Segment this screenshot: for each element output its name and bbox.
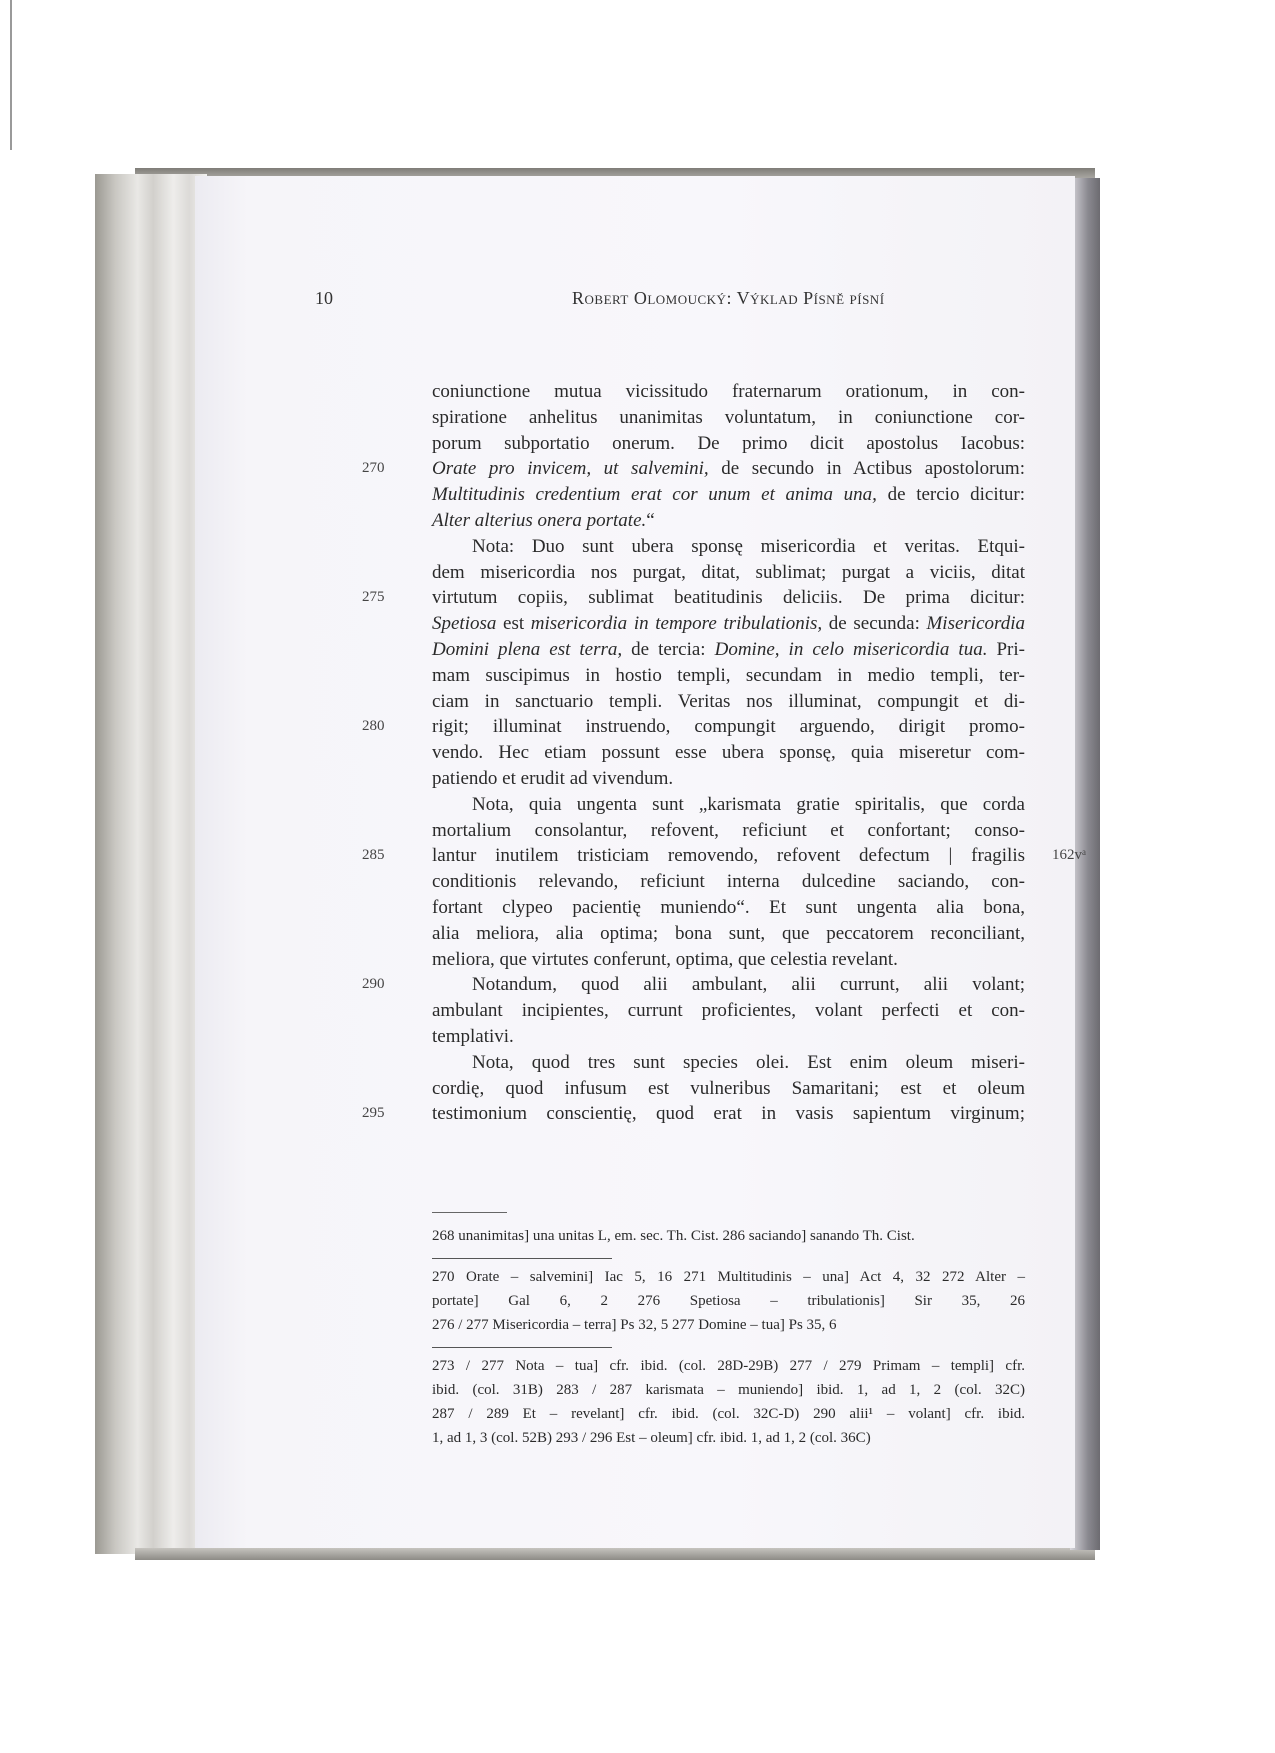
- text-run: conditionis relevando, reficiunt interna dulcedine saciando, con-: [432, 871, 1025, 893]
- text-run: Notandum, quod alii ambulant, alii currunt, alii volant;: [472, 974, 1025, 996]
- apparatus-line: 268 unanimitas] una unitas L, em. sec. Th. Cist. 286 saciando] sanando Th. Cist.: [432, 1228, 915, 1244]
- text-line: [432, 1050, 1025, 1076]
- apparatus-divider: [432, 1258, 612, 1259]
- text-line: [432, 611, 1025, 637]
- text-run: coniunctione mutua vicissitudo fraternarum orationum, in con-: [432, 381, 1025, 402]
- text-line: [432, 689, 1025, 715]
- text-run: fortant clypeo pacientię muniendo“. Et sunt ungenta alia bona,: [432, 896, 1025, 918]
- text-line: [432, 921, 1025, 947]
- text-run: Spetiosa: [432, 613, 497, 635]
- apparatus-line: portate] Gal 6, 2 276 Spetiosa – tribulationis] Sir 35, 26: [432, 1293, 1025, 1309]
- text-line: [432, 508, 1025, 534]
- text-run: cordię, quod infusum est vulneribus Samaritani; est et oleum: [432, 1077, 1025, 1099]
- apparatus-line: 276 / 277 Misericordia – terra] Ps 32, 5 277 Domine – tua] Ps 35, 6: [432, 1317, 837, 1333]
- book-page-edges: [95, 174, 207, 1554]
- text-run: dem misericordia nos purgat, ditat, sublimat; purgat a viciis, ditat: [432, 561, 1025, 583]
- text-run: alia meliora, alia optima; bona sunt, que peccatorem reconciliant,: [432, 922, 1025, 944]
- text-run: “: [646, 509, 655, 531]
- text-run: Pri-: [987, 638, 1025, 660]
- apparatus-line: 273 / 277 Nota – tua] cfr. ibid. (col. 28D-29B) 277 / 279 Primam – templi] cfr.: [432, 1358, 1025, 1374]
- apparatus-divider: [432, 1347, 612, 1348]
- book-bottom-edge: [135, 1548, 1095, 1560]
- apparatus-sources: [432, 1265, 1025, 1337]
- text-line: [432, 482, 1025, 508]
- main-text: [362, 379, 1087, 1127]
- text-line: [432, 818, 1025, 844]
- text-line: [432, 998, 1025, 1024]
- text-line: [432, 534, 1025, 560]
- text-run: patiendo et erudit ad vivendum.: [432, 767, 674, 789]
- text-line: [432, 663, 1025, 689]
- text-run: mortalium consolantur, refovent, reficiunt et confortant; conso-: [432, 819, 1025, 841]
- text-line: [362, 585, 1025, 611]
- text-run: est: [496, 613, 531, 635]
- text-line: [362, 843, 1087, 869]
- line-number: 295: [362, 1105, 385, 1122]
- text-run: Multitudinis credentium erat cor unum et anima una,: [432, 484, 877, 506]
- text-run: de tercia:: [622, 638, 715, 660]
- text-line: [362, 972, 1025, 998]
- line-number: 275: [362, 589, 385, 606]
- text-run: mam suscipimus in hostio templi, secundam in medio templi, ter-: [432, 664, 1025, 686]
- text-run: templativi.: [432, 1025, 514, 1047]
- apparatus-parallels: [432, 1354, 1025, 1450]
- text-run: Alter alterius onera portate.: [432, 509, 647, 531]
- text-line: [362, 1101, 1025, 1127]
- apparatus-line: 270 Orate – salvemini] Iac 5, 16 271 Multitudinis – una] Act 4, 32 272 Alter –: [432, 1269, 1025, 1285]
- line-number: 270: [362, 460, 385, 477]
- apparatus-line: ibid. (col. 31B) 283 / 287 karismata – muniendo] ibid. 1, ad 1, 2 (col. 32C): [432, 1382, 1025, 1398]
- book-scan: [95, 168, 1100, 1560]
- text-run: de secundo in Actibus apostolorum:: [708, 458, 1025, 480]
- text-line: [432, 947, 1025, 973]
- apparatus-line: 1, ad 1, 3 (col. 52B) 293 / 296 Est – oleum] cfr. ibid. 1, ad 1, 2 (col. 36C): [432, 1430, 871, 1446]
- apparatus: [432, 1224, 1025, 1460]
- text-line: [432, 792, 1025, 818]
- text-run: rigit; illuminat instruendo, compungit arguendo, dirigit promo-: [432, 716, 1025, 738]
- apparatus-line: 287 / 289 Et – revelant] cfr. ibid. (col. 32C-D) 290 alii¹ – volant] cfr. ibid.: [432, 1406, 1025, 1422]
- text-run: lantur inutilem tristiciam removendo, refovent defectum | fragilis: [432, 845, 1025, 867]
- text-run: Nota: Duo sunt ubera sponsę misericordia et veritas. Etqui-: [472, 535, 1025, 557]
- text-line: [432, 869, 1025, 895]
- apparatus-critical: [432, 1224, 1025, 1248]
- text-line: [432, 766, 1025, 792]
- text-run: de secunda:: [822, 613, 927, 635]
- line-number: 290: [362, 976, 385, 993]
- text-run: Domine, in celo misericordia tua.: [714, 638, 988, 660]
- text-line: [362, 714, 1025, 740]
- text-run: Misericordia: [926, 613, 1025, 635]
- scan-edge-mark: [10, 0, 12, 150]
- text-line: [432, 560, 1025, 586]
- text-line: [432, 637, 1025, 663]
- text-run: spiratione anhelitus unanimitas voluntatum, in coniunctione cor-: [432, 406, 1025, 428]
- text-line: [432, 379, 1025, 405]
- text-run: Nota, quia ungenta sunt „karismata gratie spiritalis, que corda: [472, 793, 1025, 815]
- text-run: de tercio dicitur:: [876, 484, 1025, 506]
- text-line: [432, 1024, 1025, 1050]
- text-run: ciam in sanctuario templi. Veritas nos illuminat, compungit et di-: [432, 690, 1025, 712]
- page: [195, 176, 1087, 1548]
- text-line: [432, 1076, 1025, 1102]
- text-run: testimonium conscientię, quod erat in vasis sapientum virginum;: [432, 1103, 1025, 1125]
- text-run: Domini plena est terra,: [432, 638, 623, 660]
- text-run: Orate pro invicem, ut salvemini,: [432, 458, 709, 480]
- text-line: [432, 431, 1025, 457]
- text-run: porum subportatio onerum. De primo dicit apostolus Iacobus:: [432, 432, 1025, 454]
- line-number: 280: [362, 718, 385, 735]
- text-run: Nota, quod tres sunt species olei. Est enim oleum miseri-: [472, 1051, 1025, 1073]
- text-run: vendo. Hec etiam possunt esse ubera sponsę, quia miseretur com-: [432, 742, 1025, 764]
- apparatus-rule: [432, 1212, 507, 1213]
- folio-marginal: 162vᵃ: [1052, 847, 1087, 864]
- text-run: ambulant incipientes, currunt proficientes, volant perfecti et con-: [432, 1000, 1025, 1022]
- text-run: misericordia in tempore tribulationis,: [530, 613, 823, 635]
- running-title: Robert Olomoucký: Výklad Písně písní: [572, 288, 885, 308]
- text-run: virtutum copiis, sublimat beatitudinis deliciis. De prima dicitur:: [432, 587, 1025, 609]
- page-number: 10: [315, 288, 333, 308]
- text-line: [362, 456, 1025, 482]
- text-line: [432, 740, 1025, 766]
- text-run: meliora, que virtutes conferunt, optima, que celestia revelant.: [432, 948, 898, 970]
- text-line: [432, 895, 1025, 921]
- line-number: 285: [362, 847, 385, 864]
- text-line: [432, 405, 1025, 431]
